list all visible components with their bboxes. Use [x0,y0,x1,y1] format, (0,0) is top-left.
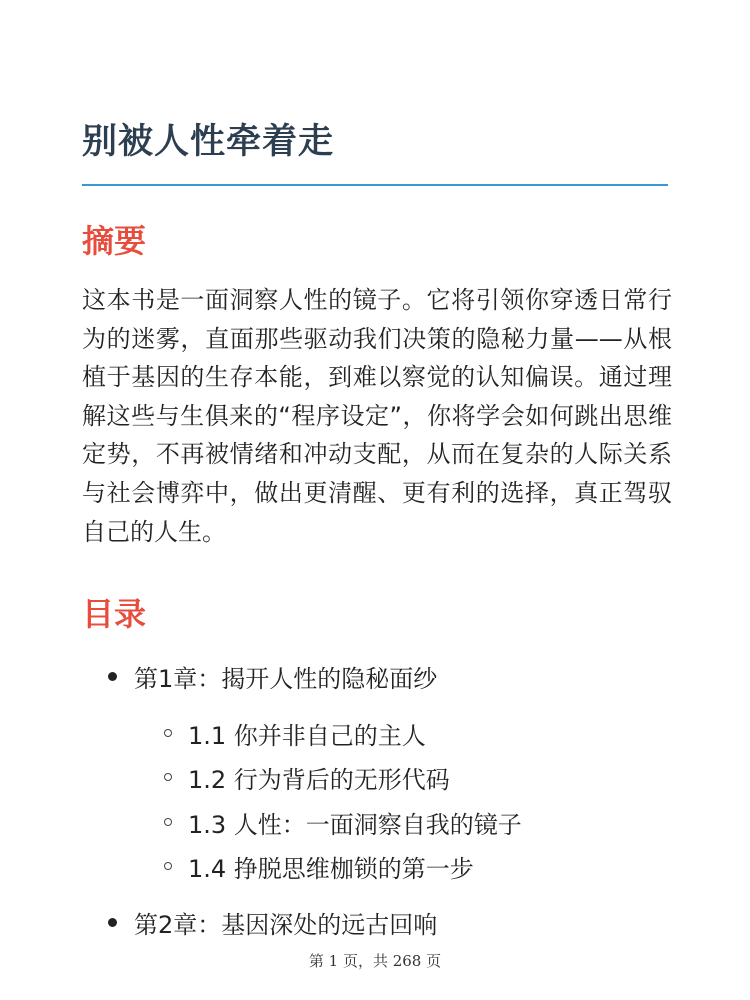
toc-heading: 目录 [82,595,147,633]
book-title: 别被人性牵着走 [82,122,335,162]
toc-section-label: 1.4 挣脱思维枷锁的第一步 [188,854,474,883]
toc-chapter-label: 第2章：基因深处的远古回响 [134,910,438,939]
bullet-circle-icon [164,773,172,781]
bullet-circle-icon [164,729,172,737]
toc-section-1-1[interactable] [164,715,426,751]
toc-section-label: 1.1 你并非自己的主人 [188,721,426,750]
toc-chapter-2[interactable] [108,904,437,940]
toc-section-1-2[interactable] [164,759,450,795]
toc-section-label: 1.3 人性：一面洞察自我的镜子 [188,810,522,839]
bullet-circle-icon [164,818,172,826]
toc-chapter-label: 第1章：揭开人性的隐秘面纱 [134,664,438,693]
bullet-circle-icon [164,862,172,870]
toc-section-label: 1.2 行为背后的无形代码 [188,765,450,794]
summary-paragraph: 这本书是一面洞察人性的镜子。它将引领你穿透日常行为的迷雾，直面那些驱动我们决策的隐秘力量——从根植于基因的生存本能，到难以察觉的认知偏误。通过理解这些与生俱来的“程序设定”，你将学会如何跳出思维定势，不再被情绪和冲动支配，从而在复杂的人际关系与社会博弈中，做出更清醒、更有利的选择，真正驾驭自己的人生。 [82,286,672,546]
summary-heading: 摘要 [82,222,147,260]
bullet-disc-icon [108,918,117,927]
bullet-disc-icon [108,672,117,681]
toc-section-1-4[interactable] [164,848,474,884]
page-indicator: 第 1 页，共 268 页 [308,952,442,970]
toc-section-1-3[interactable] [164,804,522,840]
title-divider [82,184,668,186]
toc-chapter-1[interactable] [108,658,437,694]
